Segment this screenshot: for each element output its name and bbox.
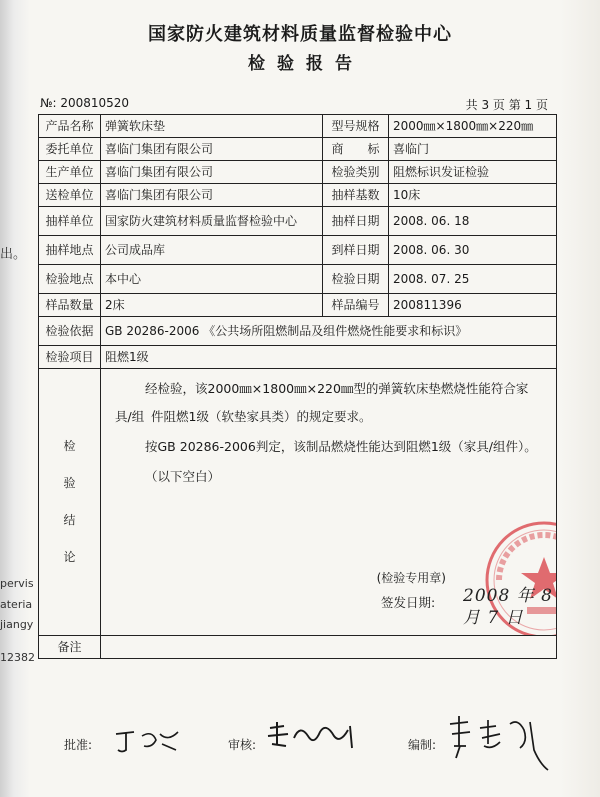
product-name-value: 弹簧软床垫 [101,115,323,138]
report-table [38,114,557,659]
sample-base-label: 抽样基数 [323,184,389,207]
seal-caption: (检验专用章) [376,571,446,585]
manufacturer-value: 喜临门集团有限公司 [101,161,323,184]
bleed-fragment-3: jiangy [0,618,34,631]
conclusion-paragraph-1b: 件阻燃1级（软垫家具类）的规定要求。 [151,409,372,424]
conclusion-paragraph-1a: 经检验，该2000㎜×1800㎜×220㎜型的弹簧软床垫燃烧性能符合家具/组 [115,381,529,424]
sample-no-value: 200811396 [389,294,557,317]
bleed-fragment-2: ateria [0,598,33,611]
report-institution-title: 国家防火建筑材料质量监督检验中心 [148,24,452,45]
model-value: 2000㎜×1800㎜×220㎜ [389,115,557,138]
sampler-label: 抽样单位 [39,207,101,236]
conclusion-label-char: 检 [63,439,76,453]
table-row [39,294,557,317]
remarks-label: 备注 [39,636,101,659]
test-place-label: 检验地点 [39,265,101,294]
category-label: 检验类别 [323,161,389,184]
issue-date-label: 签发日期: [381,595,436,610]
approver-signature [112,726,182,756]
table-row [39,138,557,161]
sample-place-label: 抽样地点 [39,236,101,265]
arrival-date-label: 到样日期 [323,236,389,265]
page-indicator: 共 3 页 第 1 页 [465,98,548,112]
table-row [39,265,557,294]
table-row [39,317,557,346]
test-date-value: 2008. 07. 25 [389,265,557,294]
test-place-value: 本中心 [101,265,323,294]
manufacturer-label: 生产单位 [39,161,101,184]
basis-value: GB 20286-2006 《公共场所阻燃制品及组件燃烧性能要求和标识》 [101,317,557,346]
table-row [39,369,557,636]
bleed-fragment-1: pervis [0,577,34,590]
brand-value: 喜临门 [389,138,557,161]
items-value: 阻燃1级 [101,346,557,369]
issue-date-handwritten: 2008 年 8 月 7 日 [463,586,553,628]
sample-base-value: 10床 [389,184,557,207]
conclusion-label-char: 论 [63,550,76,564]
approve-label: 批准: [64,738,93,752]
category-value: 阻燃标识发证检验 [389,161,557,184]
sample-no-label: 样品编号 [323,294,389,317]
compile-label: 编制: [408,738,437,752]
reviewer-signature [264,718,364,754]
conclusion-label-char: 结 [63,513,76,527]
basis-label: 检验依据 [39,317,101,346]
quantity-value: 2床 [101,294,323,317]
conclusion-label [39,369,101,636]
brand-label: 商 标 [323,138,389,161]
remarks-value [101,636,557,659]
product-name-label: 产品名称 [39,115,101,138]
conclusion-body [101,369,557,636]
bleed-fragment-top: 出。 [0,247,27,262]
table-row [39,115,557,138]
client-value: 喜临门集团有限公司 [101,138,323,161]
sender-value: 喜临门集团有限公司 [101,184,323,207]
model-label: 型号规格 [323,115,389,138]
items-label: 检验项目 [39,346,101,369]
table-row [39,236,557,265]
arrival-date-value: 2008. 06. 30 [389,236,557,265]
table-row [39,184,557,207]
bleed-fragment-4: 12382 [0,651,35,664]
sampler-value: 国家防火建筑材料质量监督检验中心 [101,207,323,236]
table-row [39,161,557,184]
compiler-signature [444,712,554,774]
table-row [39,636,557,659]
report-subtitle: 检验报告 [248,54,364,74]
test-date-label: 检验日期 [323,265,389,294]
sample-date-value: 2008. 06. 18 [389,207,557,236]
sample-place-value: 公司成品库 [101,236,323,265]
conclusion-paragraph-3: （以下空白） [145,469,221,484]
conclusion-label-char: 验 [63,476,76,490]
conclusion-paragraph-2: 按GB 20286-2006判定，该制品燃烧性能达到阻燃1级（家具/组件）。 [145,439,537,454]
table-row [39,207,557,236]
table-row [39,346,557,369]
document-number: №: 200810520 [40,96,130,110]
client-label: 委托单位 [39,138,101,161]
sample-date-label: 抽样日期 [323,207,389,236]
quantity-label: 样品数量 [39,294,101,317]
review-label: 审核: [228,738,257,752]
sender-label: 送检单位 [39,184,101,207]
